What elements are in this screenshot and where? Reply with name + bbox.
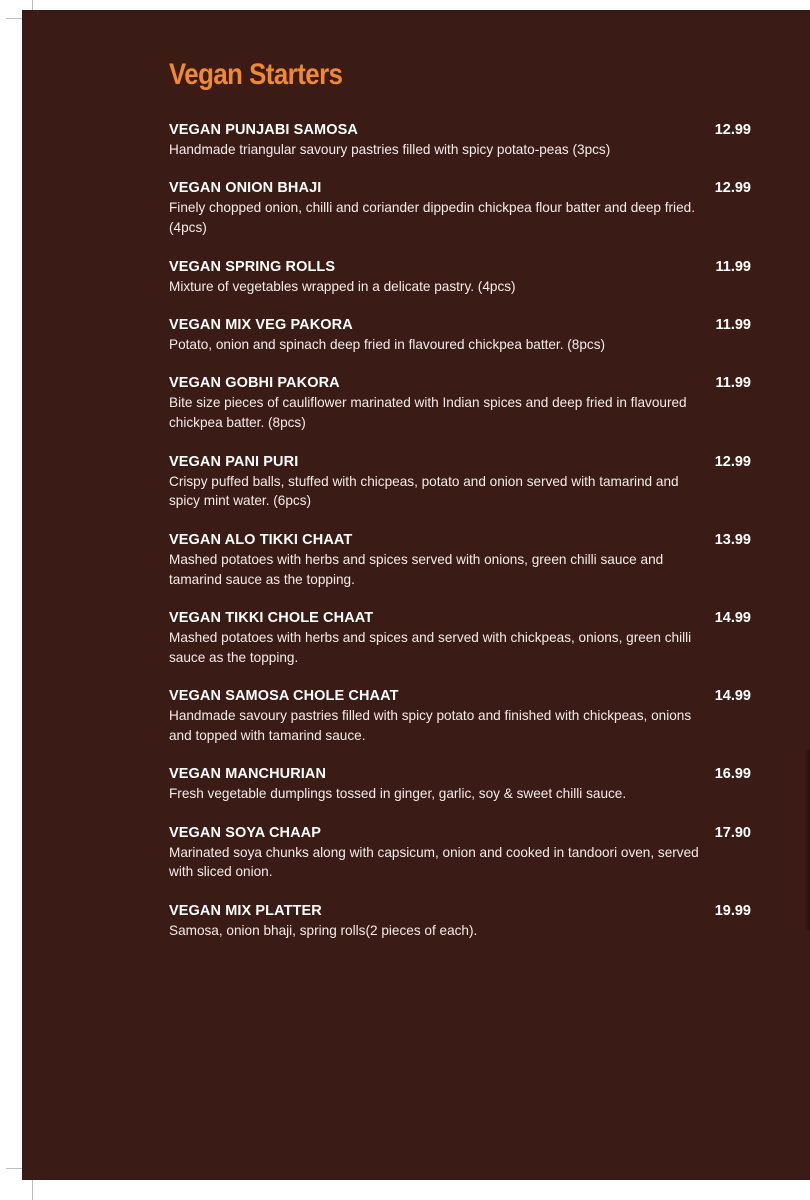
menu-item-name: VEGAN PUNJABI SAMOSA [169, 122, 358, 138]
menu-item [169, 373, 751, 433]
menu-item-price: 17.90 [714, 824, 751, 841]
page-edge-shadow [804, 750, 810, 930]
menu-item-header [169, 373, 751, 393]
menu-item-header [169, 764, 751, 784]
menu-item [169, 315, 751, 355]
menu-item-price: 16.99 [714, 766, 751, 783]
menu-item-list [169, 120, 751, 941]
menu-item-description: Marinated soya chunks along with capsicum, onion and cooked in tandoori oven, served with sliced onion. [169, 844, 699, 880]
menu-item-price: 19.99 [714, 902, 751, 919]
menu-item [169, 120, 751, 160]
menu-item [169, 823, 751, 883]
menu-item-description: Handmade triangular savoury pastries filled with spicy potato-peas (3pcs) [169, 142, 611, 157]
menu-item-header [169, 452, 751, 472]
menu-item-name: VEGAN ONION BHAJI [169, 180, 322, 197]
menu-item-name: VEGAN ALO TIKKI CHAAT [169, 531, 353, 548]
menu-item-price: 14.99 [714, 688, 751, 705]
menu-item-price: 11.99 [715, 316, 751, 333]
menu-item [169, 608, 751, 668]
menu-item-price: 12.99 [714, 180, 751, 197]
menu-item-price: 12.99 [714, 122, 751, 138]
menu-item-name: VEGAN SOYA CHAAP [169, 824, 322, 841]
menu-item-header [169, 608, 751, 628]
menu-item-price: 13.99 [714, 531, 751, 548]
menu-item-header [169, 901, 751, 921]
menu-item-header [169, 823, 751, 843]
menu-item [169, 764, 751, 804]
menu-item-description: Mixture of vegetables wrapped in a delicate pastry. (4pcs) [169, 278, 516, 294]
menu-item-description: Potato, onion and spinach deep fried in flavoured chickpea batter. (8pcs) [169, 336, 606, 352]
crop-mark-left-bottom [6, 1168, 22, 1169]
menu-item-price: 14.99 [714, 609, 751, 626]
menu-item-header [169, 257, 751, 277]
menu-item-name: VEGAN GOBHI PAKORA [169, 375, 340, 392]
menu-item-header [169, 530, 751, 550]
menu-item-name: VEGAN MIX PLATTER [169, 902, 322, 919]
menu-item [169, 901, 751, 941]
menu-item-name: VEGAN PANI PURI [169, 453, 299, 470]
menu-item-description: Finely chopped onion, chilli and coriander dippedin chickpea flour batter and deep fried.(4pcs) [169, 200, 695, 236]
menu-content [169, 58, 751, 959]
menu-item-price: 11.99 [715, 375, 751, 392]
menu-item [169, 178, 751, 238]
menu-item-description: Samosa, onion bhaji, spring rolls(2 pieces of each). [169, 922, 478, 938]
menu-item-description: Handmade savoury pastries filled with spicy potato and finished with chickpeas, onions and topped with tamarind sauce. [169, 708, 692, 743]
menu-item-name: VEGAN MANCHURIAN [169, 766, 327, 783]
menu-item [169, 257, 751, 297]
menu-item-description: Mashed potatoes with herbs and spices and served with chickpeas, onions, green chilli sauce as the topping. [169, 629, 692, 665]
crop-mark-top-left [32, 0, 33, 10]
crop-mark-left-top [6, 18, 22, 19]
crop-mark-bottom-left [32, 1180, 33, 1200]
menu-item [169, 530, 751, 590]
menu-page [22, 10, 810, 1180]
menu-item-description: Bite size pieces of cauliflower marinated with Indian spices and deep fried in flavoured chickpea batter. (8pcs) [169, 395, 687, 431]
menu-item-description: Fresh vegetable dumplings tossed in ginger, garlic, soy & sweet chilli sauce. [169, 786, 627, 802]
menu-item-header [169, 686, 751, 706]
menu-item-price: 12.99 [714, 453, 751, 470]
menu-item-name: VEGAN SAMOSA CHOLE CHAAT [169, 688, 399, 705]
menu-item-description: Mashed potatoes with herbs and spices served with onions, green chilli sauce and tamarind sauce as the topping. [169, 551, 664, 587]
menu-item-name: VEGAN SPRING ROLLS [169, 258, 336, 275]
menu-item-header [169, 120, 751, 140]
menu-item [169, 686, 751, 746]
menu-item-name: VEGAN TIKKI CHOLE CHAAT [169, 609, 374, 626]
menu-item-price: 11.99 [715, 258, 751, 275]
menu-item [169, 452, 751, 512]
menu-item-header [169, 315, 751, 335]
menu-item-name: VEGAN MIX VEG PAKORA [169, 316, 353, 333]
section-title: Vegan Starters [169, 58, 343, 91]
menu-item-description: Crispy puffed balls, stuffed with chicpeas, potato and onion served with tamarind and spicy mint water. (6pcs) [169, 473, 679, 509]
menu-item-header [169, 178, 751, 198]
